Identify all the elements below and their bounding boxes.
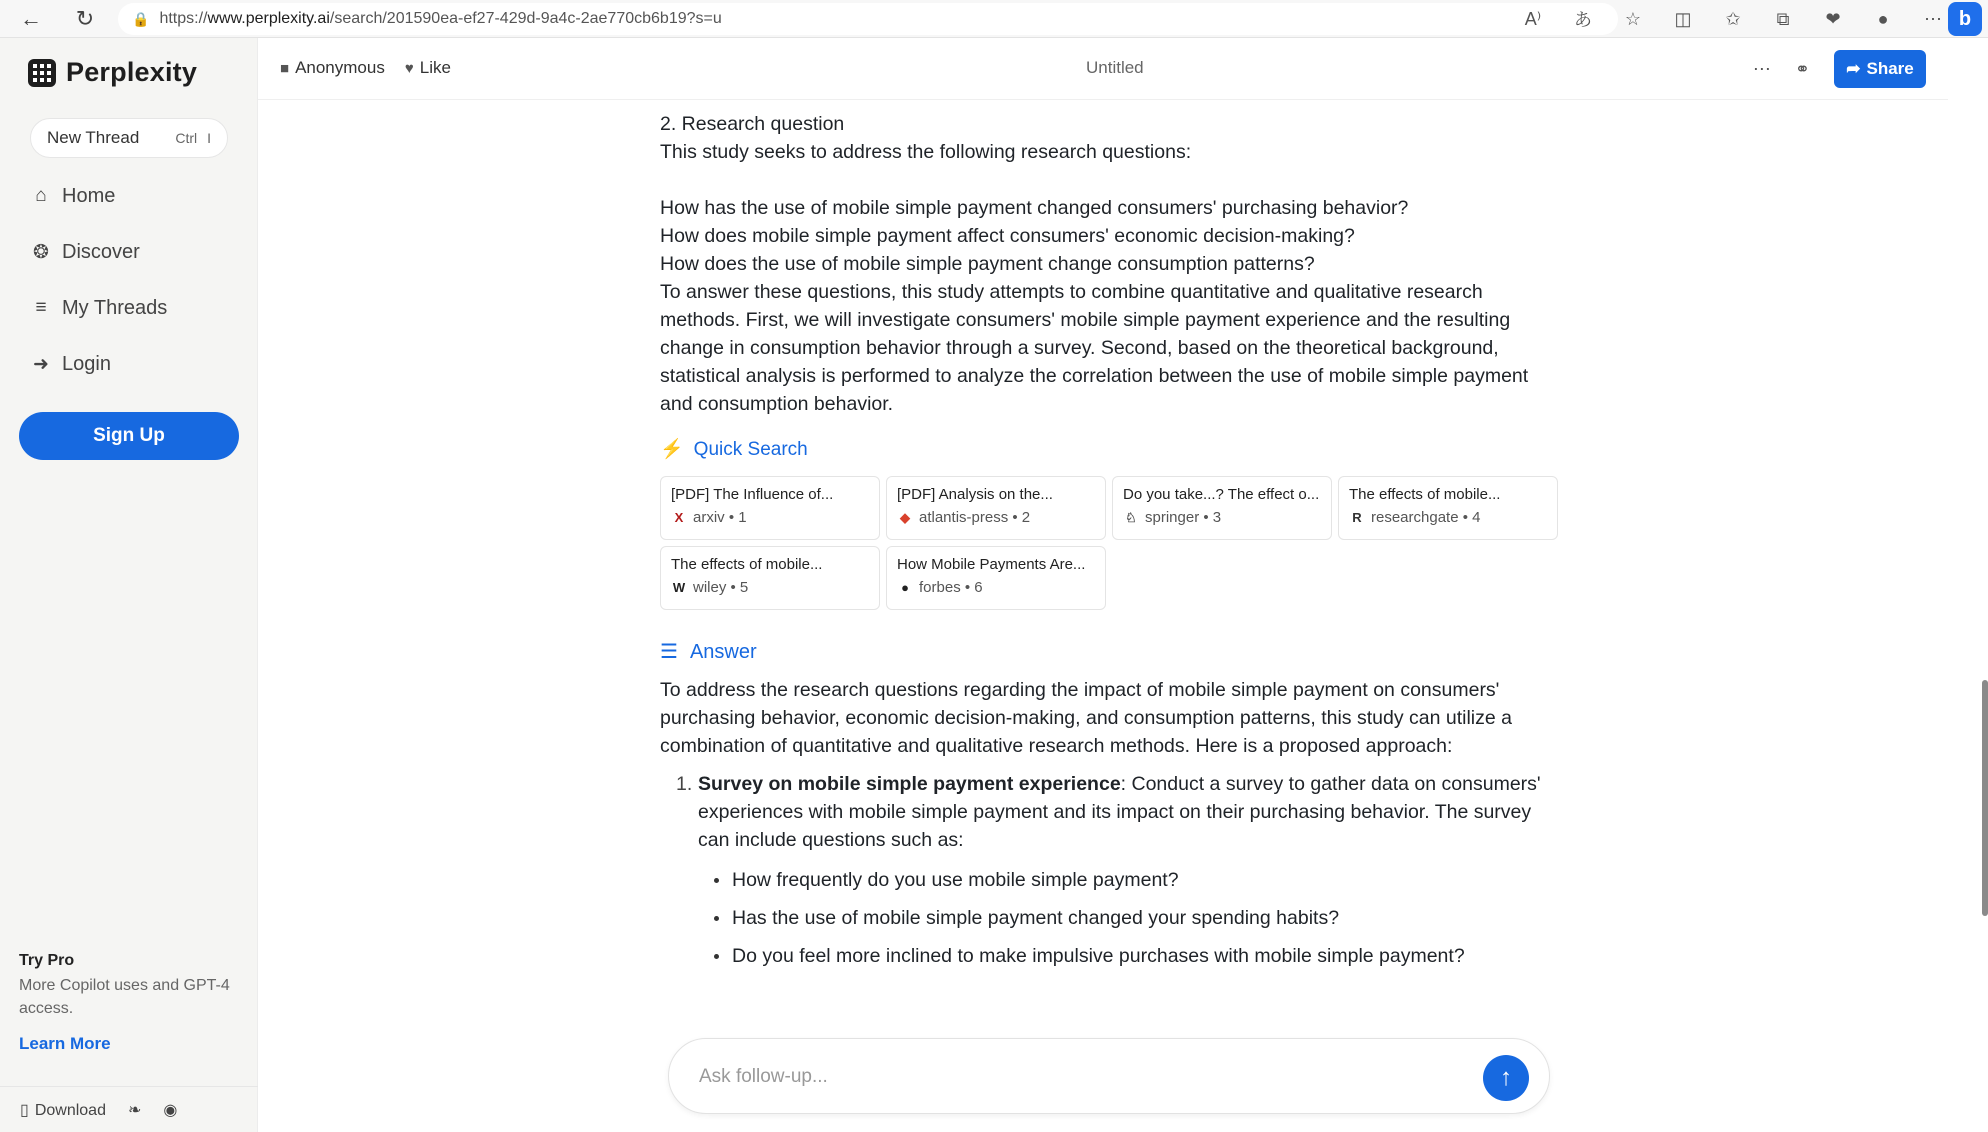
answer-lines-icon: ☰	[660, 641, 678, 663]
source-cards	[660, 476, 1560, 610]
share-button[interactable]: ➦ Share	[1834, 50, 1926, 88]
question-heading: 2. Research question	[660, 113, 845, 135]
source-card[interactable]	[886, 476, 1106, 540]
twitter-icon[interactable]: ❧	[127, 1101, 142, 1119]
url-text: https://www.perplexity.ai/search/201590ea-ef27-429d-9a4c-2ae770cb6b19?s=u	[159, 10, 722, 27]
try-pro-description: More Copilot uses and GPT-4 access.	[19, 977, 230, 1017]
house-icon: ⌂	[35, 185, 47, 206]
try-pro-title: Try Pro	[19, 952, 75, 969]
layers-icon: ≡	[35, 297, 47, 318]
list-number: 1.	[676, 773, 693, 795]
heart-icon: ♥	[404, 60, 414, 77]
source-favicon-icon: ◆	[900, 510, 910, 525]
bullet-item: Has the use of mobile simple payment changed your spending habits?	[698, 904, 1560, 932]
new-thread-label: New Thread	[47, 128, 140, 147]
lock-icon: 🔒	[132, 10, 150, 27]
source-title: How Mobile Payments Are...	[897, 556, 1086, 573]
collections-icon[interactable]: ⧉	[1776, 8, 1790, 29]
favorites-icon[interactable]: ✩	[1725, 8, 1741, 29]
learn-more-link[interactable]: Learn More	[19, 1034, 111, 1053]
research-question-2: How does mobile simple payment affect consumers' economic decision-making?	[660, 225, 1355, 247]
sidebar-item-home[interactable]: ⌂ Home	[30, 168, 167, 224]
thread-content	[660, 110, 1560, 980]
source-meta	[897, 507, 1095, 529]
try-pro-panel	[19, 952, 239, 1054]
brand-name: Perplexity	[66, 57, 198, 87]
address-bar[interactable]	[118, 3, 1618, 35]
browser-toolbar	[0, 0, 1988, 38]
answer-list-item	[660, 770, 1560, 854]
sidebar-nav	[30, 168, 167, 392]
brand-logo[interactable]	[28, 57, 197, 88]
bullet-item: How frequently do you use mobile simple payment?	[698, 866, 1560, 894]
source-title: Do you take...? The effect o...	[1123, 486, 1320, 503]
reload-icon[interactable]: ↻	[75, 6, 95, 31]
source-title: [PDF] The Influence of...	[671, 486, 834, 503]
source-domain: springer • 3	[1145, 509, 1222, 526]
source-favicon-icon: R	[1352, 510, 1362, 525]
research-question-1: How has the use of mobile simple payment changed consumers' purchasing behavior?	[660, 197, 1409, 219]
answer-heading: ☰ Answer	[660, 638, 1560, 666]
thread-header	[258, 38, 1948, 100]
sidebar-item-login[interactable]: ➜ Login	[30, 336, 167, 392]
question-method-paragraph: To answer these questions, this study attempts to combine quantitative and qualitative research methods. First, we will investigate consumers' mobile simple payment experience and the resulting change in consumption behavior through a survey. Second, based on the theoretical background, statistical analysis is performed to analyze the correlation between the use of mobile simple payment and consumption behavior.	[660, 281, 1529, 415]
discord-icon[interactable]: ◉	[163, 1101, 178, 1119]
source-favicon-icon: ♘	[1125, 510, 1137, 525]
source-domain: forbes • 6	[919, 579, 983, 596]
split-screen-icon[interactable]: ◫	[1674, 8, 1692, 29]
source-card[interactable]	[1112, 476, 1332, 540]
shortcut-hint: Ctrl I	[175, 130, 211, 146]
more-options-icon[interactable]: ⋯	[1752, 58, 1771, 79]
user-icon: ■	[280, 60, 290, 77]
profile-icon[interactable]: ●	[1877, 8, 1889, 29]
source-title: The effects of mobile...	[1349, 486, 1501, 503]
submit-arrow-icon[interactable]: ↑	[1483, 1055, 1529, 1101]
follow-up-box	[668, 1038, 1550, 1114]
extension-icon[interactable]: ❤	[1825, 8, 1841, 29]
more-options-icon[interactable]: ⋯	[1924, 8, 1942, 29]
like-button[interactable]: ♥ Like	[404, 58, 451, 77]
source-card[interactable]	[886, 546, 1106, 610]
compass-icon: ❂	[33, 241, 49, 263]
share-arrow-icon: ➦	[1846, 59, 1861, 78]
source-card[interactable]	[660, 476, 880, 540]
anonymous-user[interactable]: ■ Anonymous	[280, 58, 385, 77]
login-icon: ➜	[33, 353, 49, 375]
question-intro: This study seeks to address the following research questions:	[660, 141, 1192, 163]
bullet-item: Do you feel more inclined to make impulsive purchases with mobile simple payment?	[698, 942, 1560, 970]
link-icon[interactable]: ⚭	[1794, 58, 1810, 79]
source-meta	[671, 507, 869, 529]
favorite-star-icon[interactable]: ☆	[1624, 8, 1642, 29]
phone-icon: ▯	[20, 1101, 29, 1119]
source-meta	[671, 577, 869, 599]
source-meta	[897, 577, 1095, 599]
read-aloud-icon[interactable]: A⁾	[1524, 8, 1542, 29]
source-meta	[1123, 507, 1321, 529]
bing-copilot-icon[interactable]: b	[1948, 2, 1982, 36]
source-favicon-icon: X	[674, 510, 684, 525]
lightning-icon: ⚡	[660, 439, 684, 460]
sidebar-footer	[0, 1086, 258, 1132]
perplexity-logo-icon	[28, 59, 56, 87]
translate-icon[interactable]: あ	[1574, 10, 1592, 30]
list-item-title: Survey on mobile simple payment experience	[698, 773, 1121, 795]
source-domain: atlantis-press • 2	[919, 509, 1031, 526]
sign-up-button[interactable]: Sign Up	[19, 412, 239, 460]
source-title: [PDF] Analysis on the...	[897, 486, 1053, 503]
source-meta	[1349, 507, 1547, 529]
thread-title: Untitled	[1086, 58, 1144, 77]
source-card[interactable]	[1338, 476, 1558, 540]
source-title: The effects of mobile...	[671, 556, 823, 573]
source-domain: researchgate • 4	[1371, 509, 1481, 526]
research-question-3: How does the use of mobile simple payment change consumption patterns?	[660, 253, 1315, 275]
source-favicon-icon: ●	[901, 580, 909, 595]
source-favicon-icon: W	[672, 580, 686, 595]
follow-up-input[interactable]	[699, 1057, 1459, 1097]
source-domain: wiley • 5	[693, 579, 749, 596]
new-thread-button[interactable]	[30, 118, 228, 158]
sidebar-item-discover[interactable]: ❂ Discover	[30, 224, 167, 280]
question-bullets	[660, 866, 1560, 970]
answer-intro: To address the research questions regarding the impact of mobile simple payment on consumers' purchasing behavior, economic decision-making, and consumption patterns, this study can utilize a combination of quantitative and qualitative research methods. Here is a proposed approach:	[660, 679, 1512, 757]
source-card[interactable]	[660, 546, 880, 610]
back-arrow-icon[interactable]: ←	[20, 6, 42, 31]
quick-search-heading: ⚡ Quick Search	[660, 436, 1560, 464]
source-domain: arxiv • 1	[693, 509, 747, 526]
download-button[interactable]: ▯ Download	[20, 1101, 106, 1119]
sidebar	[0, 38, 258, 1132]
scrollbar-thumb[interactable]	[1982, 680, 1988, 916]
sidebar-item-my-threads[interactable]: ≡ My Threads	[30, 280, 167, 336]
list-item-text: : Conduct a survey to gather data on consumers' experiences with mobile simple payment and its impact on their purchasing behavior. The survey can include questions such as:	[698, 773, 1541, 851]
